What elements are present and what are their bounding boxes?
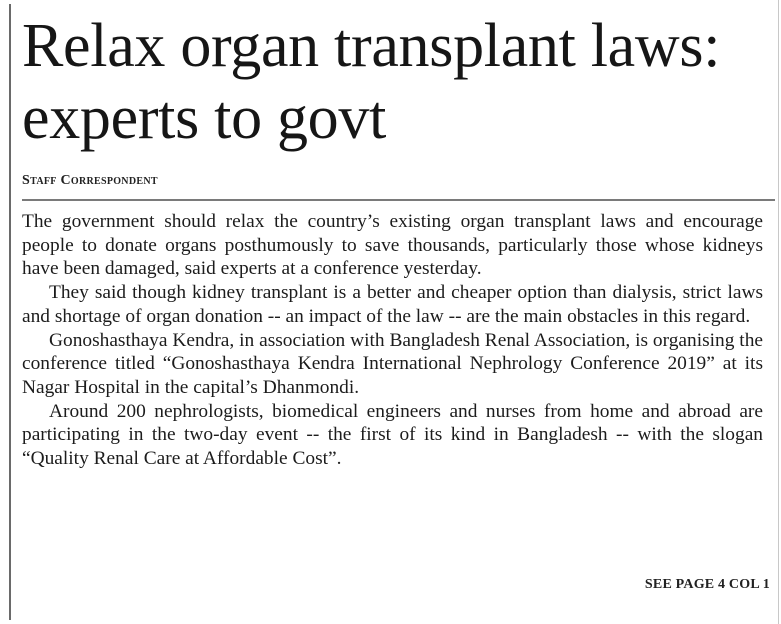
continuation-line: SEE PAGE 4 COL 1 (644, 577, 770, 592)
headline: Relax organ transplant laws: experts to govt (22, 12, 721, 152)
paragraph-4: Around 200 nephrologists, biomedical engineers and nurses from home and abroad are participating in the two-day event -- the first of its kind in Bangladesh -- with the slogan “Quality Renal Care at Affordable Cost”. (22, 400, 763, 470)
paragraph-3: Gonoshasthaya Kendra, in association with Bangladesh Renal Association, is organising the conference titled “Gonoshasthaya Kendra International Nephrology Conference 2019” at its Nagar Hospital in the capital’s Dhanmondi. (22, 329, 763, 398)
byline-divider (22, 199, 775, 201)
article-body (22, 210, 763, 471)
paragraph-1: The government should relax the country’s existing organ transplant laws and encourage people to donate organs posthumously to save thousands, particularly those whose kidneys have been damaged, said experts at a conference yesterday. (22, 211, 763, 280)
paragraph-2: They said though kidney transplant is a better and cheaper option than dialysis, strict laws and shortage of organ donation -- an impact of the law -- are the main obstacles in this regard. (22, 282, 763, 327)
byline: Staff Correspondent (22, 173, 158, 188)
column-rule-left (9, 4, 11, 620)
column-rule-right (778, 0, 779, 624)
